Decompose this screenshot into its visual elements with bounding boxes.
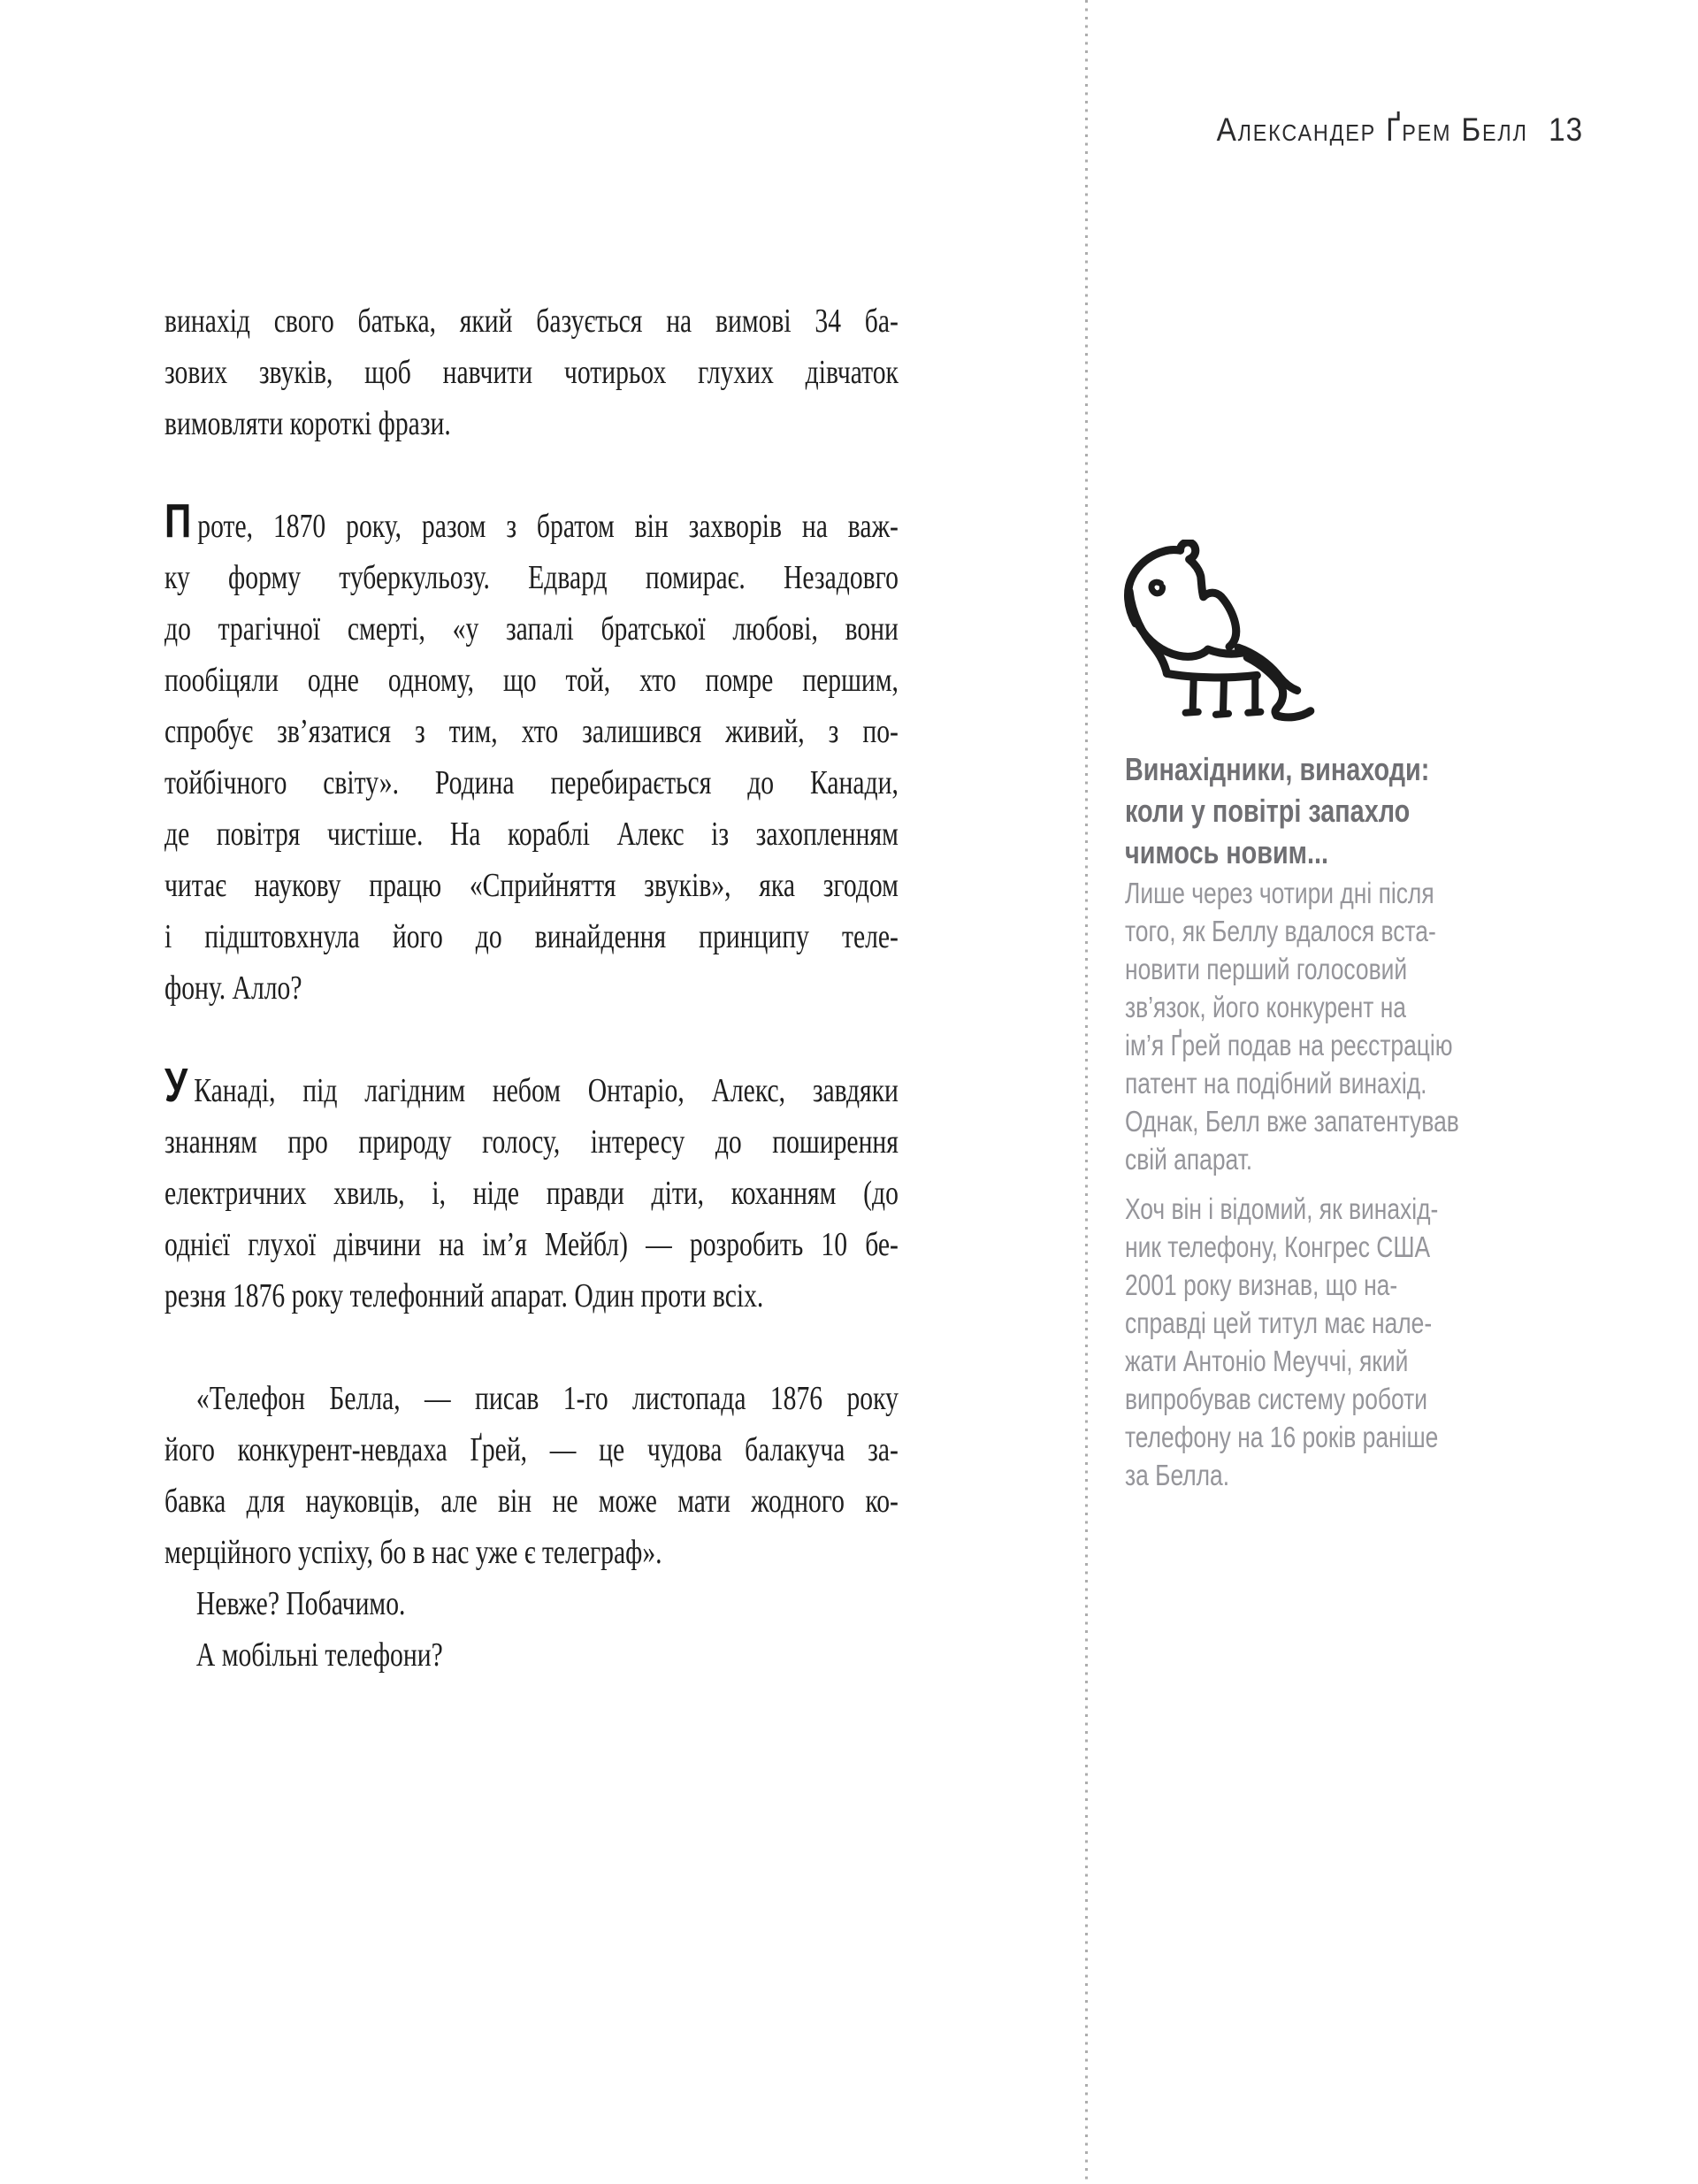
lead-initial-letter: П <box>164 494 193 548</box>
ear-stroke <box>1151 582 1162 594</box>
jaw-stroke <box>1139 626 1208 656</box>
text-line: ку форму туберкульозу. Едвард помирає. Незадовго <box>164 559 899 596</box>
text-line: електричних хвиль, і, ніде правди діти, коханням (до <box>164 1175 899 1212</box>
sidebar-text-line: ник телефону, Конгрес США <box>1125 1230 1431 1263</box>
chair-leg-3 <box>1248 676 1260 712</box>
sidebar-paragraph <box>1125 1190 1620 1494</box>
paragraph <box>164 295 1105 449</box>
sidebar-text-line: справді цей титул має нале- <box>1125 1307 1433 1339</box>
sidebar-text-line: патент на подібний винахід. <box>1125 1067 1427 1100</box>
text-line: знанням про природу голосу, інтересу до поширення <box>164 1123 899 1161</box>
text-line: «Телефон Белла, — писав 1-го листопада 1876 року <box>195 1380 899 1417</box>
text-line: однієї глухої дівчини на ім’я Мейбл) — розробить 10 бе- <box>164 1226 899 1263</box>
sidebar-paragraph <box>1125 874 1620 1178</box>
text-line: мерційного успіху, бо в нас уже є телеграф». <box>164 1534 662 1571</box>
sidebar-body <box>1125 874 1620 1506</box>
hair-curl-stroke <box>1181 542 1204 597</box>
sidebar-text-line: Хоч він і відомий, як винахід- <box>1125 1192 1439 1225</box>
paragraph <box>164 1373 1105 1578</box>
text-line: пообіцяли одне одному, що той, хто помре першим, <box>164 662 899 699</box>
text-line: його конкурент-невдаха Ґрей, — це чудова балакуча за- <box>164 1431 899 1468</box>
paragraph <box>164 1629 1105 1681</box>
lead-initial-letter: У <box>164 1059 189 1112</box>
paragraph <box>164 1578 1105 1629</box>
sidebar-text-line: того, як Беллу вдалося вста- <box>1125 915 1436 947</box>
text-line: Невже? Побачимо. <box>195 1585 406 1622</box>
text-line: до трагічної смерті, «у запалі братської любові, вони <box>164 610 899 648</box>
text-line: П роте, 1870 року, разом з братом він захворів на важ- <box>164 494 899 548</box>
paragraph <box>164 494 1105 1014</box>
running-header <box>715 111 1583 149</box>
dotted-column-divider <box>1085 0 1088 2184</box>
sidebar-text-line: свій апарат. <box>1125 1143 1253 1176</box>
sidebar-heading-line: коли у повітрі запахло <box>1125 793 1411 829</box>
text-line: А мобільні телефони? <box>195 1636 443 1674</box>
sidebar-text-line: за Белла. <box>1125 1459 1230 1491</box>
text-line: резня 1876 року телефонний апарат. Один проти всіх. <box>164 1277 764 1314</box>
paragraph <box>164 1059 1105 1322</box>
text-line: тойбічного світу». Родина перебирається до Канади, <box>164 764 899 801</box>
sidebar-text-line: випробував систему роботи <box>1125 1383 1427 1415</box>
sidebar-text-line: новити перший голосовий <box>1125 953 1408 985</box>
text-line: спробує зв’язатися з тим, хто залишився живий, з по- <box>164 713 899 750</box>
reclining-figure-sketch <box>1123 540 1328 727</box>
text-line: вимовляти короткі фрази. <box>164 405 451 442</box>
text-line: зових звуків, щоб навчити чотирьох глухих дівчаток <box>164 354 899 391</box>
sidebar-text-line: жати Антоніо Меуччі, який <box>1125 1345 1409 1377</box>
text-line: бавка для науковців, але він не може мати жодного ко- <box>164 1483 899 1520</box>
sidebar-text-line: зв’язок, його конкурент на <box>1125 991 1406 1023</box>
sidebar-heading <box>1125 748 1620 873</box>
sidebar-text-line: 2001 року визнав, що на- <box>1125 1268 1398 1301</box>
foot-stroke <box>1276 711 1310 717</box>
chair-seat-stroke <box>1166 673 1257 678</box>
sidebar-text-line: Лише через чотири дні після <box>1125 877 1434 909</box>
chair-leg-2 <box>1216 678 1228 714</box>
text-line: У Канаді, під лагідним небом Онтаріо, Алекс, завдяки <box>164 1059 899 1112</box>
text-line: фону. Алло? <box>164 969 302 1007</box>
text-line: де повітря чистіше. На кораблі Алекс із захопленням <box>164 816 899 853</box>
sidebar-text-line: ім’я Ґрей подав на реєстрацію <box>1125 1029 1453 1061</box>
chair-leg-1 <box>1186 678 1198 712</box>
page-number: 13 <box>1549 111 1583 148</box>
text-line: винахід свого батька, який базується на вимові 34 ба- <box>164 303 899 340</box>
sidebar-text-line: Однак, Белл вже запатентував <box>1125 1105 1459 1138</box>
main-text-column <box>164 295 1105 1681</box>
nose-chin-stroke <box>1204 593 1236 647</box>
sidebar <box>1125 531 1620 1592</box>
sidebar-heading-line: чимось новим... <box>1125 834 1328 870</box>
running-title: Александер Ґрем Белл <box>1216 111 1528 148</box>
text-line: читає наукову працю «Сприйняття звуків», яка згодом <box>164 867 899 904</box>
sidebar-heading-line: Винахідники, винаходи: <box>1125 751 1430 787</box>
sidebar-text-line: телефону на 16 років раніше <box>1125 1421 1439 1453</box>
text-line: і підштовхнула його до винайдення принципу теле- <box>164 918 899 955</box>
